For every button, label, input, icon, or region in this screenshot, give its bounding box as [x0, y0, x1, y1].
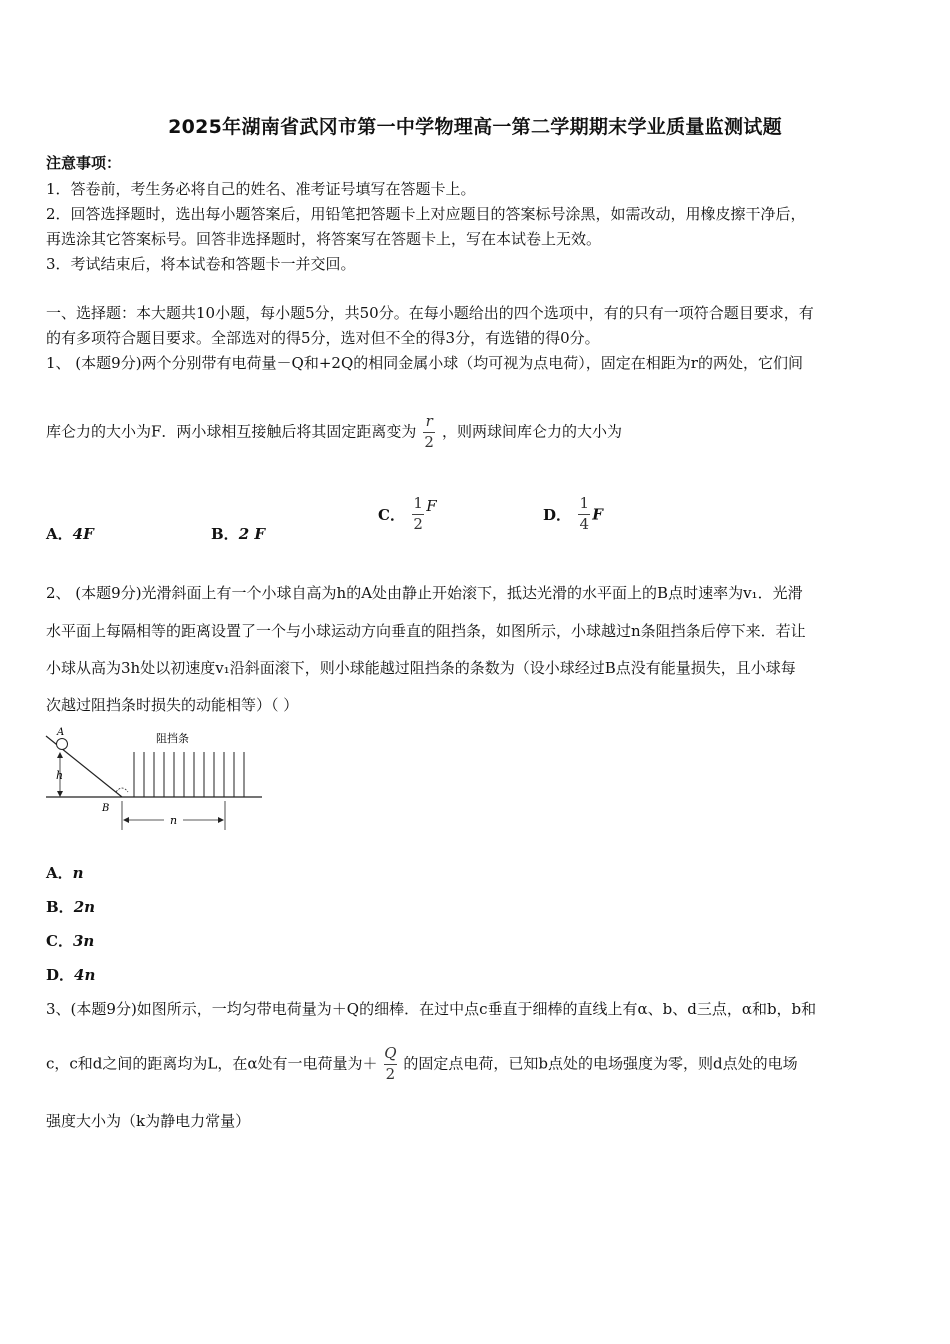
option-label: D． [543, 505, 572, 524]
notes-item-2-cont: 再选涂其它答案标号。回答非选择题时，将答案写在答题卡上，写在本试卷上无效。 [46, 230, 602, 248]
q3-stem-line2-post: 的固定点电荷，已知b点处的电场强度为零，则d点处的电场 [403, 1054, 798, 1073]
q3-stem-line2-pre: c，c和d之间的距离均为L，在α处有一电荷量为＋ [46, 1054, 378, 1073]
option-value: 4n [74, 966, 96, 984]
frac-numerator: 1 [579, 494, 590, 512]
notes-heading: 注意事项： [46, 154, 122, 172]
frac-denominator: 4 [579, 514, 590, 533]
q3-stem-line2 [46, 1046, 798, 1083]
option-value: 2n [73, 898, 96, 916]
q1-frac-denominator: 2 [424, 432, 434, 451]
ball-circle [57, 739, 68, 750]
option-value: 3n [72, 932, 95, 950]
q1-option-a[interactable] [46, 523, 94, 544]
option-label: B． [46, 898, 74, 916]
q1-option-d[interactable] [543, 496, 603, 533]
arrow-head-down [57, 791, 63, 797]
q1-fraction-r-over-2 [423, 414, 435, 451]
notes-item-1: 1．答卷前，考生务必将自己的姓名、准考证号填写在答题卡上。 [46, 180, 476, 198]
label-h: h [56, 769, 64, 782]
q3-frac-denominator: 2 [385, 1064, 396, 1083]
q2-stem-line4: 次越过阻挡条时损失的动能相等）（ ） [46, 696, 299, 714]
q1-stem-line2 [46, 414, 622, 451]
frac-denominator: 2 [413, 514, 423, 533]
q1-option-d-fraction [578, 496, 590, 533]
q3-fraction-q-over-2 [384, 1046, 396, 1083]
notes-item-2: 2．回答选择题时，选出每小题答案后，用铅笔把答题卡上对应题目的答案标号涂黑，如需改动，用橡皮擦干净后， [46, 205, 806, 223]
q1-option-c[interactable] [378, 496, 437, 533]
dim-arrow-right [218, 817, 224, 823]
notes-item-3: 3．考试结束后，将本试卷和答题卡一并交回。 [46, 255, 356, 273]
q1-frac-numerator: r [425, 412, 433, 430]
option-label: D． [46, 966, 75, 984]
option-label: A． [46, 864, 73, 882]
option-label: A． [46, 525, 73, 543]
q2-option-b[interactable] [46, 896, 95, 917]
option-label: C． [378, 505, 405, 524]
q2-stem-line2: 水平面上每隔相等的距离设置了一个与小球运动方向垂直的阻挡条，如图所示，小球越过n条阻挡条后停下来．若让 [46, 622, 806, 640]
arrow-head-up [57, 752, 63, 758]
frac-numerator: 1 [413, 494, 423, 512]
q1-option-b[interactable] [211, 523, 265, 544]
q2-diagram [40, 722, 270, 834]
q2-option-c[interactable] [46, 930, 94, 951]
option-value: n [72, 864, 84, 882]
label-strips: 阻挡条 [156, 732, 189, 745]
option-tail: F [426, 497, 437, 516]
q1-stem-line2-post: ，则两球间库仑力的大小为 [441, 422, 622, 441]
q3-stem-line3: 强度大小为（k为静电力常量） [46, 1112, 251, 1130]
label-a: A [57, 727, 65, 738]
barrier-strips [134, 752, 244, 797]
q3-stem-line1: 3、(本题9分)如图所示，一均匀带电荷量为＋Q的细棒．在过中点c垂直于细棒的直线上有α、b、d三点，α和b，b和 [46, 1000, 817, 1018]
option-label: C． [46, 932, 73, 950]
option-label: B． [211, 525, 239, 543]
label-b: B [102, 803, 110, 814]
q1-option-c-fraction [412, 496, 424, 533]
corner-arc [116, 788, 128, 792]
label-n: n [170, 814, 178, 827]
q1-stem-line2-pre: 库仑力的大小为F．两小球相互接触后将其固定距离变为 [46, 422, 417, 441]
q2-stem-line1: 2、 (本题9分)光滑斜面上有一个小球自高为h的A处由静止开始滚下，抵达光滑的水平面上的B点时速率为v₁．光滑 [46, 584, 803, 602]
option-value: 4F [72, 525, 94, 543]
option-value: 2 F [238, 525, 265, 543]
dim-arrow-left [123, 817, 129, 823]
option-tail: F [592, 505, 603, 524]
page-title: 2025年湖南省武冈市第一中学物理高一第二学期期末学业质量监测试题 [168, 116, 782, 138]
section-heading-line1: 一、选择题：本大题共10小题，每小题5分，共50分。在每小题给出的四个选项中，有的只有一项符合题目要求，有 [46, 304, 814, 322]
section-heading-line2: 的有多项符合题目要求。全部选对的得5分，选对但不全的得3分，有选错的得0分。 [46, 329, 600, 347]
q2-option-a[interactable] [46, 862, 84, 883]
q2-option-d[interactable] [46, 964, 95, 985]
q2-stem-line3: 小球从高为3h处以初速度v₁沿斜面滚下，则小球能越过阻挡条的条数为（设小球经过B点没有能量损失，且小球每 [46, 659, 796, 677]
q3-frac-numerator: Q [384, 1044, 397, 1062]
q1-stem-line1: 1、 (本题9分)两个分别带有电荷量－Q和+2Q的相同金属小球（均可视为点电荷），固定在相距为r的两处，它们间 [46, 354, 803, 372]
